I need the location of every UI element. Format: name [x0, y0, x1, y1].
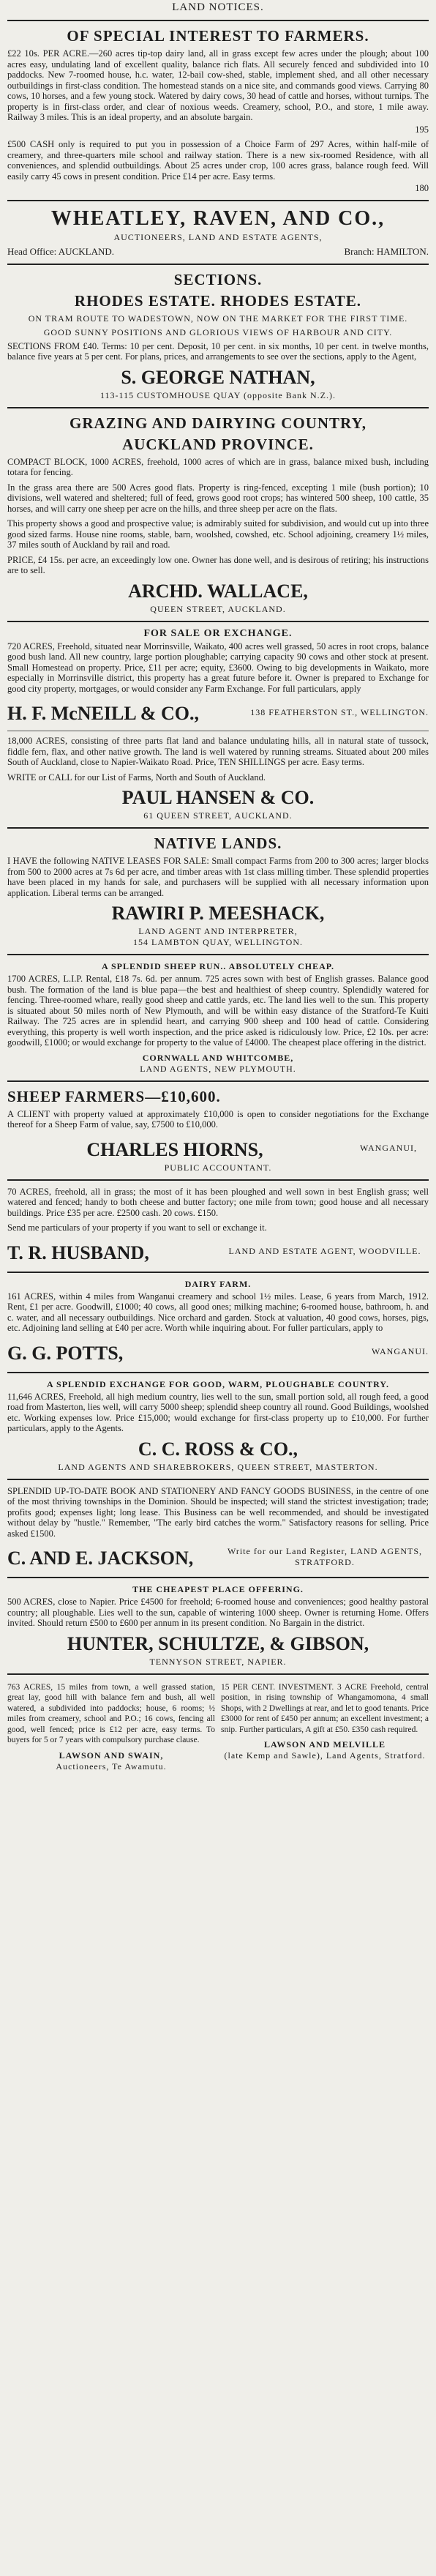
divider [7, 407, 429, 408]
hansen-addr: 61 QUEEN STREET, AUCKLAND. [143, 810, 293, 821]
grazing-p4: PRICE, £4 15s. per acre, an exceedingly low one. Owner has done well, and is desirous of retiring; his instructions are to sell. [7, 554, 429, 575]
divider [7, 264, 429, 265]
bottom-right-agent: LAWSON AND MELVILLE [264, 1739, 386, 1750]
farmers-ad-1: £22 10s. PER ACRE.—260 acres tip-top dairy land, all in grass except few acres under the plough; about 100 acres easy, undulating land of excellent quality, balance rich flats. All securely fenced and subdivided into 10 paddocks. New 7-roomed house, h.c. water, 12-bail cow-shed, stable, implement shed, and all other necessary outbuildings in first-class condition. The homestead stands on a nice site, and commands good views. Carrying 80 cows, 10 horses, and a few young stock. Watered by dairy cows, 30 head of cattle and horses, without turnips. The property is in first-class order, and clear of noxious weeds. Creamery, school, P.O., and store, 1 mile away. Railway 3 miles. This is an ideal property, and an absolute bargain. [7, 48, 429, 122]
cheapest-agent: HUNTER, SCHULTZE, & GIBSON, [67, 1632, 369, 1654]
jackson-row [7, 1543, 429, 1571]
divider [7, 954, 429, 955]
sale-p3: WRITE or CALL for our List of Farms, North and South of Auckland. [7, 772, 266, 783]
divider [7, 621, 429, 622]
grazing-p1: COMPACT BLOCK, 1000 ACRES, freehold, 1000 acres of which are in grass, balance mixed bush, including totara for fencing. [7, 456, 429, 477]
divider [7, 200, 429, 201]
rhodes-line2: GOOD SUNNY POSITIONS AND GLORIOUS VIEWS OF HARBOUR AND CITY. [43, 326, 393, 337]
cheapest-title: THE CHEAPEST PLACE OFFERING. [132, 1584, 304, 1594]
bottom-columns [7, 1681, 429, 1772]
divider [7, 1080, 429, 1082]
husband-p1: 70 ACRES, freehold, all in grass; the most of it has been ploughed and well sown in best English grass; well watered and fenced; handy to both cheese and butter factory; one mile from town; good house and all necessary buildings. Price £35 per acre. £2500 cash. 20 cows. £150. [7, 1186, 429, 1218]
wheatley-head-office: Head Office: AUCKLAND. [7, 245, 114, 257]
divider [7, 20, 429, 21]
rhodes-sections: SECTIONS. [173, 270, 263, 288]
grazing-p3: This property shows a good and prospective value; is admirably suited for subdivision, and would cut up into three good sized farms. House nine rooms, stable, barn, woolshed, cowshed, etc. School adjoining, creamery 1½ miles, 37 miles south of Auckland by rail and road. [7, 518, 429, 550]
bottom-left [7, 1681, 215, 1772]
sheep-title: SHEEP FARMERS—£10,600. [7, 1087, 221, 1105]
farmers-ref-2: 180 [415, 183, 429, 193]
jackson-agent: C. AND E. JACKSON, [7, 1548, 194, 1569]
sale-p1: 720 ACRES, Freehold, situated near Morrinsville, Waikato, 400 acres well grassed, 50 acres in root crops, balance good bush land. All new country, large portion ploughable; carrying capacity 90 cows and other stock at present. Small Homestead on property. Price, £11 per acre; equity, £3600. Owing to big developments in Waikato, more especially in Morrinsville district, this property has a great future before it. Owner is prepared to Exchange for good city property, mortgages, or would consider any Farm Exchange. For full particulars, apply [7, 641, 429, 694]
run-agent: CORNWALL AND WHITCOMBE, [142, 1052, 294, 1063]
ross-p1: 11,646 ACRES, Freehold, all high medium country, lies well to the sun, small portion sold, all rough feed, a good road from Masterton, lies well, will carry 5000 sheep; splendid sheep country all round. Good Buildings, woolshed etc. Working expenses low. Price £15,000; would exchange for first-class property up to £10,000. For further particulars, apply to the Agents. [7, 1391, 429, 1433]
hiorns-loc: WANGANUI, [360, 1143, 417, 1153]
grazing-title2: AUCKLAND PROVINCE. [122, 435, 314, 453]
page-header: LAND NOTICES. [172, 1, 264, 13]
wheatley-name: WHEATLEY, RAVEN, AND CO., [50, 206, 386, 230]
sheep-p1: A CLIENT with property valued at approximately £10,000 is open to consider negotiations for the Exchange thereof for a Sheep Farm of value, say, £7500 to £10,000. [7, 1108, 429, 1130]
divider [7, 1577, 429, 1578]
hiorns-row [7, 1135, 429, 1162]
divider [7, 1479, 429, 1480]
cheapest-p1: 500 ACRES, close to Napier. Price £4500 for freehold; 6-roomed house and conveniences; good healthy pastoral country; all ploughable. Lies well to the sun, capable of wintering 1000 sheep. Owner is returning Home. Offers invited. Should return £500 to £600 per annum in its present condition. No Bargain in the district. [7, 1597, 429, 1628]
hansen-agent: PAUL HANSEN & CO. [121, 787, 315, 808]
rhodes-addr: 113-115 CUSTOMHOUSE QUAY (opposite Bank N.Z.). [100, 389, 336, 400]
cheapest-addr: TENNYSON STREET, NAPIER. [149, 1656, 287, 1667]
mcneill-agent: H. F. McNEILL & CO., [7, 703, 199, 724]
native-title: NATIVE LANDS. [154, 835, 282, 852]
grazing-addr: QUEEN STREET, AUCKLAND. [150, 603, 286, 614]
dairy-p1: 161 ACRES, within 4 miles from Wanganui creamery and school 1½ miles. Lease, 6 years from March, 1912. Rent, £1 per acre. Goodwill, £1000; 40 cows, all good ones; milking machine; 6-roomed house, bathroom, h. and c. water, and all necessary outbuildings. Nice orchard and garden. Stock at valuation, 40 good cows, horses, pigs, etc. Adjoining land selling at £40 per acre. Worth while inquiring about. For fuller particulars, apply to [7, 1291, 429, 1333]
bottom-right [221, 1681, 429, 1772]
native-p1: I HAVE the following NATIVE LEASES FOR SALE: Small compact Farms from 200 to 300 acres; larger blocks from 500 to 2000 acres at 7s 6d per acre, and timber areas with 1st class milling timber. These splendid properties have been placed in my hands for sale, and purchasers will be supplied with all necessary information upon application. Liberal terms can be arranged. [7, 856, 429, 898]
wheatley-sub: AUCTIONEERS, LAND AND ESTATE AGENTS, [113, 231, 323, 242]
potts-loc: WANGANUI. [372, 1346, 429, 1356]
native-sub: LAND AGENT AND INTERPRETER, [138, 926, 298, 936]
potts-agent: G. G. POTTS, [7, 1342, 124, 1364]
bottom-left-text: 763 ACRES, 15 miles from town, a well grassed station, great lay, good hill with balance fern and bush, all well watered, a subdivided into paddocks; house, 6 rooms; ½ miles from creamery, school and P.O.; 16 cows, fencing all good, well fenced; price is £12 per acre, easy terms. To buyers for 5 or 7 years with compulsory purchase clause. [7, 1682, 215, 1744]
grazing-title: GRAZING AND DAIRYING COUNTRY, [69, 414, 367, 432]
farmers-ref-1: 195 [415, 124, 429, 135]
husband-p2: Send me particulars of your property if you want to sell or exchange it. [7, 1222, 267, 1233]
hiorns-sub: PUBLIC ACCOUNTANT. [164, 1162, 272, 1173]
farmers-ad-2: £500 CASH only is required to put you in possession of a Choice Farm of 297 Acres, within half-mile of creamery, and three-quarters mile school and railway station. There is a new six-roomed Residence, with all conveniences, and splendid outbuildings. About 25 acres under crop, 100 acres grass, balance rough feed. Will easily carry 45 cows in present condition. Price £14 per acre. Easy terms. [7, 139, 429, 182]
run-p1: 1700 ACRES, L.I.P. Rental, £18 7s. 6d. per annum. 725 acres sown with best of English grasses. Balance good bush. The formation of the land is blue papa—the best and healthiest of sheep country. Splendidly watered for fencing. Three-roomed whare, really good sheep and cattle yards, etc. The land lies well to the sun. This property is situated about 50 miles north of New Plymouth, and will be within easy distance of the Stratford-Te Kuiti Railway. The 725 acres are in splendid heart, and carrying 900 sheep and 100 head of cattle. Considering everything, this property is well worth inspection, and the price asked is ridiculously low. Price, £2 10s. per acre: goodwill, £1000; or would exchange for property to the value of £4000. The cheapest place offering in the district. [7, 974, 429, 1048]
rhodes-title: RHODES ESTATE. RHODES ESTATE. [74, 291, 362, 310]
husband-row [7, 1238, 429, 1266]
divider [7, 1272, 429, 1273]
run-addr: LAND AGENTS, NEW PLYMOUTH. [140, 1063, 296, 1074]
rhodes-line1: ON TRAM ROUTE TO WADESTOWN, NOW ON THE MARKET FOR THE FIRST TIME. [28, 313, 408, 324]
ross-title: A SPLENDID EXCHANGE FOR GOOD, WARM, PLOUGHABLE COUNTRY. [47, 1378, 389, 1389]
bottom-left-sub: Auctioneers, Te Awamutu. [56, 1761, 167, 1772]
rhodes-agent: S. GEORGE NATHAN, [121, 366, 315, 388]
hiorns-agent: CHARLES HIORNS, [86, 1138, 263, 1160]
divider [7, 1372, 429, 1373]
run-title: A SPLENDID SHEEP RUN.. ABSOLUTELY CHEAP. [101, 961, 335, 971]
sale-title: FOR SALE OR EXCHANGE. [143, 627, 293, 639]
husband-agent: T. R. HUSBAND, [7, 1242, 149, 1263]
mcneill-row [7, 698, 429, 726]
jackson-sub: Write for our Land Register, LAND AGENTS, STRATFORD. [228, 1546, 422, 1567]
sale-p2: 18,000 ACRES, consisting of three parts flat land and balance undulating hills, all in natural state of tussock, fiddle fern, flax, and other native growth. The land is well watered by running streams. Situated about 200 miles South of Auckland, close to Napier-Waikato Road. Price, TEN SHILLINGS per acre. Easy terms. [7, 736, 429, 767]
wheatley-offices [7, 246, 429, 258]
book-p1: SPLENDID UP-TO-DATE BOOK AND STATIONERY AND FANCY GOODS BUSINESS, in the centre of one of the most thriving townships in the Dominion. Should be inspected; will stand the strictest investigation; trade; profits good; expenses light; long lease. This Business can be well recommended, and should be investigated without delay by "hustle." Remember, "The early bird catches the worm." Satisfactory reasons for selling. Price asked £1500. [7, 1485, 429, 1539]
mcneill-addr: 138 FEATHERSTON ST., WELLINGTON. [250, 706, 429, 717]
dairy-title: DAIRY FARM. [184, 1278, 252, 1289]
bottom-left-agent: LAWSON AND SWAIN, [59, 1750, 164, 1761]
divider [7, 1673, 429, 1675]
divider [7, 827, 429, 829]
grazing-p2: In the grass area there are 500 Acres good flats. Property is ring-fenced, excepting 1 mile (bush portion); 10 divisions, well watered and sheltered; full of feed, grows good root crops; has wintered 500 sheep, 100 cattle, 35 horses, and will carry one sheep per acre on the hills, and three sheep per acre on the flats. [7, 482, 429, 514]
bottom-right-sub: (late Kemp and Sawle), Land Agents, Stratford. [224, 1750, 426, 1761]
rhodes-body: SECTIONS FROM £40. Terms: 10 per cent. Deposit, 10 per cent. in six months, 10 per cent. in twelve months, balance five years at 5 per cent. For plans, prices, and arrangements to see over the sections, apply to the Agent, [7, 340, 429, 362]
ross-agent: C. C. ROSS & CO., [138, 1438, 298, 1460]
native-addr: 154 LAMBTON QUAY, WELLINGTON. [132, 937, 303, 947]
divider [7, 1179, 429, 1181]
potts-row [7, 1338, 429, 1366]
husband-sub: LAND AND ESTATE AGENT, WOODVILLE. [228, 1246, 421, 1256]
grazing-agent: ARCHD. WALLACE, [128, 580, 308, 602]
wheatley-branch: Branch: HAMILTON. [344, 245, 429, 257]
farmers-title: OF SPECIAL INTEREST TO FARMERS. [67, 27, 369, 45]
ross-sub: LAND AGENTS AND SHAREBROKERS, QUEEN STREET, MASTERTON. [58, 1461, 378, 1472]
bottom-right-text: 15 PER CENT. INVESTMENT. 3 ACRE Freehold, central position, in rising township of Whangamomona, 4 small Shops, with 2 Dwellings at rear, and let to good tenants. Price £3000 for rent of £450 per annum; an excellent investment; a snip. Further particulars, A gift at £50. £350 cash required. [221, 1682, 429, 1734]
native-agent: RAWIRI P. MEESHACK, [111, 903, 325, 924]
